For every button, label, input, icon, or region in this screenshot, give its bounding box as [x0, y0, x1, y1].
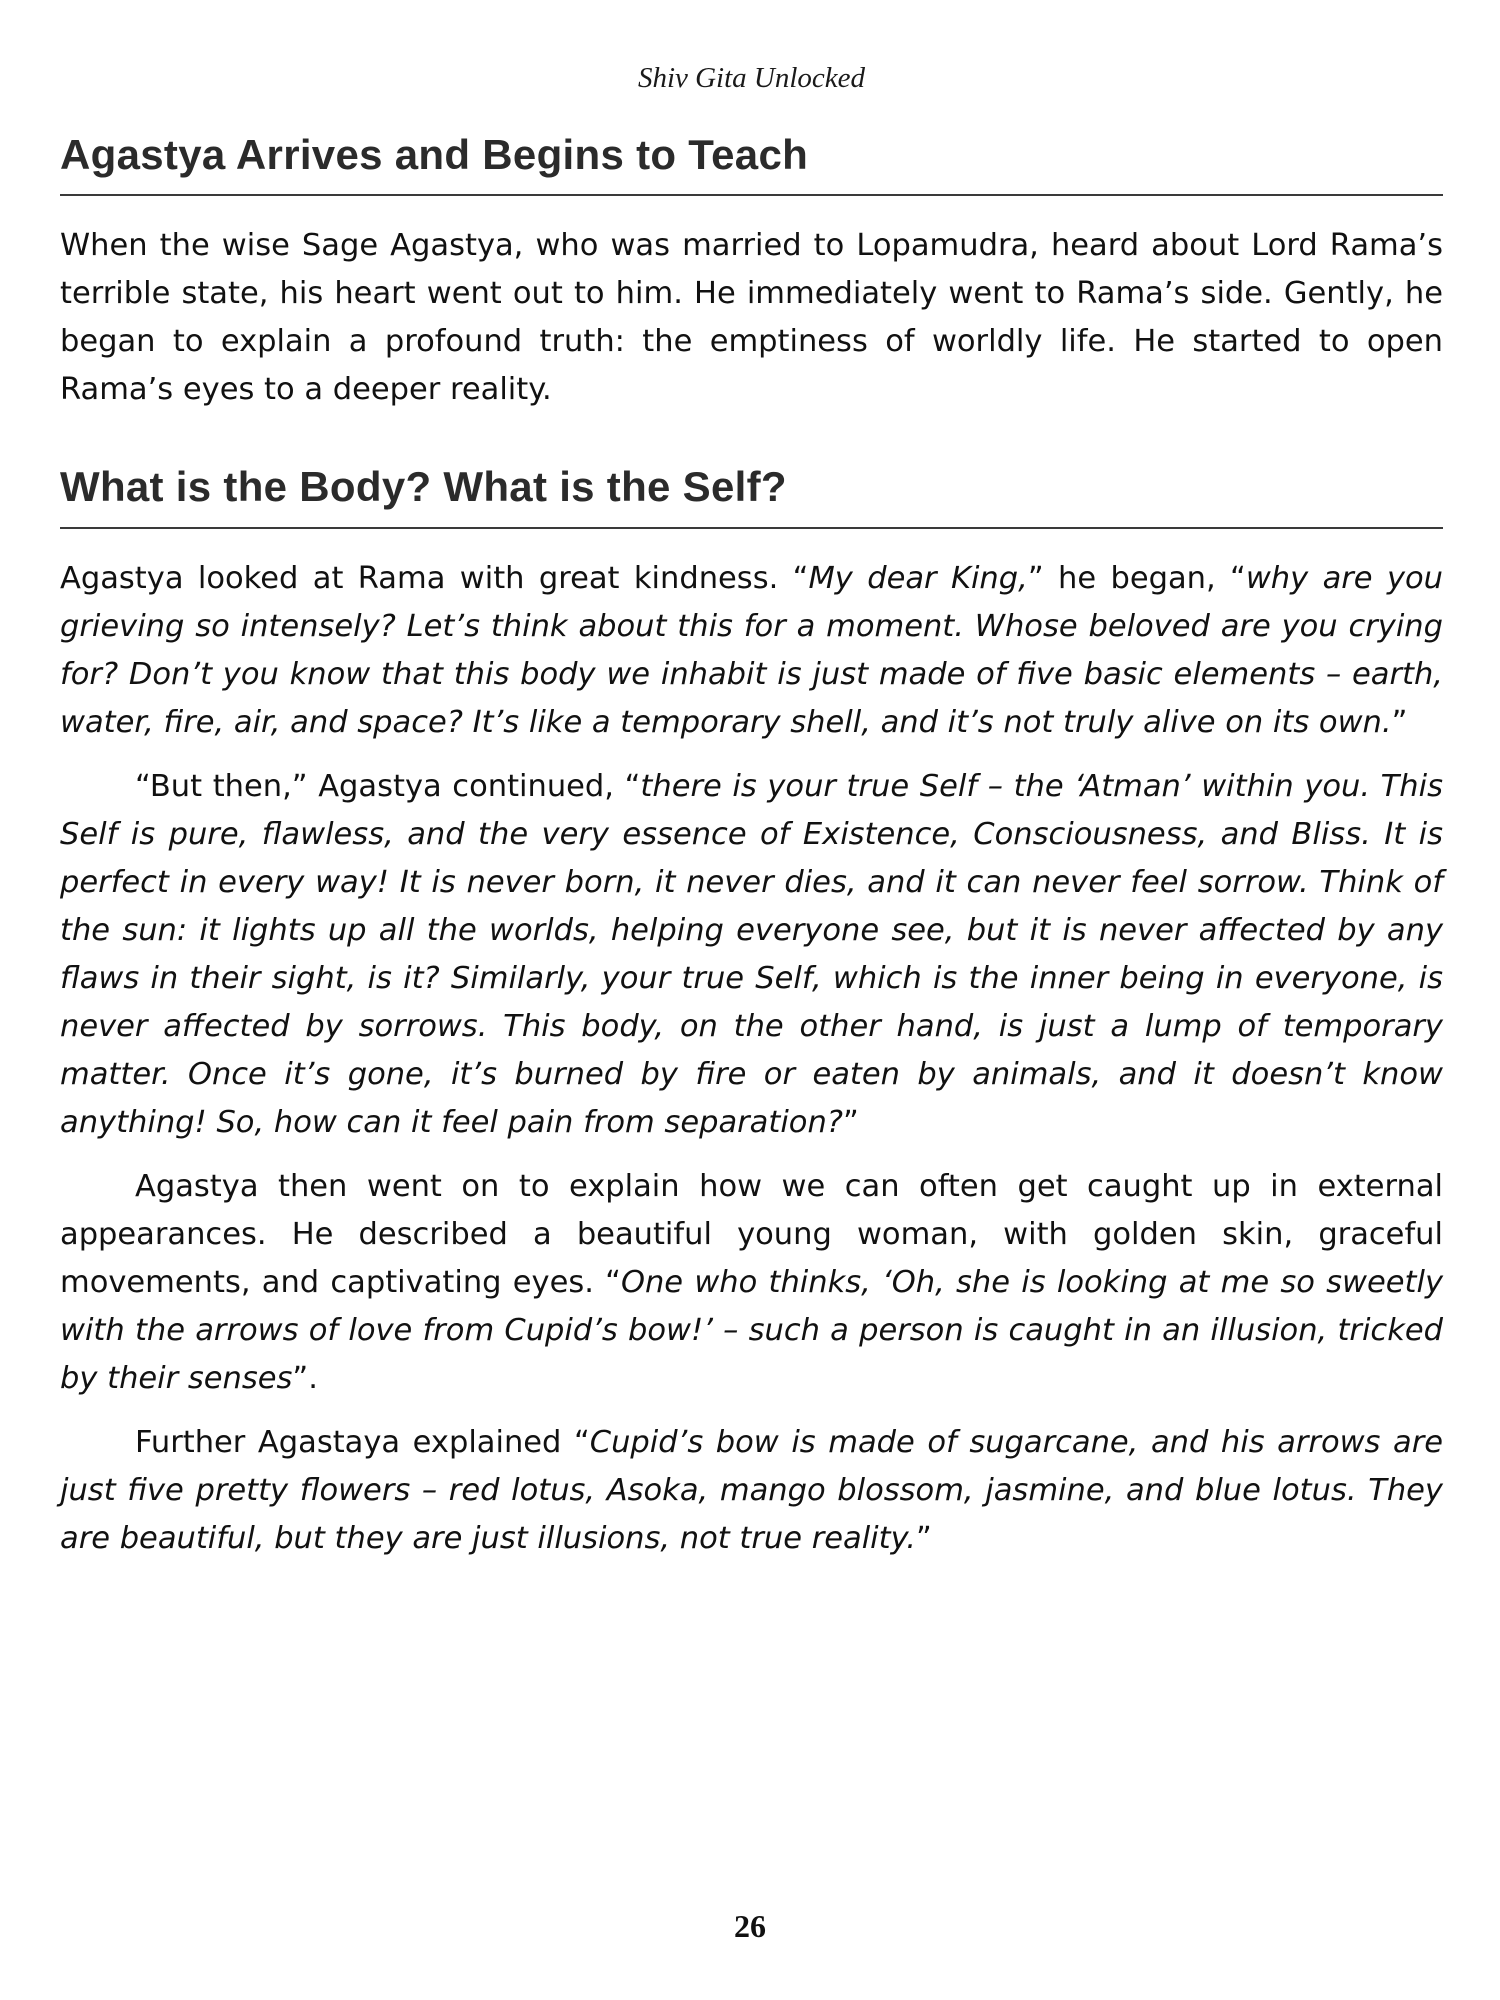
section-heading-agastya-arrives: Agastya Arrives and Begins to Teach — [60, 130, 1443, 196]
paragraph-agastya-arrives — [60, 222, 1443, 414]
running-head: Shiv Gita Unlocked — [637, 62, 866, 94]
paragraph-text: When the wise Sage Agastya, who was married to Lopamudra, heard about Lord Rama’s terrible state, his heart went out to him. He immediately went to Rama’s side. Gently, he began to explain a profound truth: the emptiness of worldly life. He started to open Rama’s eyes to a deeper reality. — [60, 228, 1443, 408]
section-heading-body-and-self: What is the Body? What is the Self? — [60, 462, 1443, 528]
paragraph-lead: “But then,” Agastya continued, “ — [135, 768, 641, 804]
paragraph-quote: there is your true Self – the ‘Atman’ within you. This Self is pure, flawless, and the very essence of Existence, Consciousness, and Bliss. It is perfect in every way! It is never born, it never dies, and it can never feel sorrow. Think of the sun: it lights up all the worlds, helping everyone see, but it is never affected by any flaws in their sight, is it? Similarly, your true Self, which is the inner being in everyone, is never affected by sorrows. This body, on the other hand, is just a lump of temporary matter. Once it’s gone, it’s burned by fire or eaten by animals, and it doesn’t know anything! So, how can it feel pain from separation? — [60, 768, 1444, 1140]
paragraph-quote: One who thinks, ‘Oh, she is looking at me so sweetly with the arrows of love from Cupid’s bow!’ – such a person is caught in an illusion, tricked by their senses — [60, 1264, 1443, 1396]
paragraph-lead: Agastya looked at Rama with great kindness. “ — [60, 560, 809, 596]
paragraph-tail: ”. — [292, 1360, 318, 1396]
paragraph-quote: Cupid’s bow is made of sugarcane, and his arrows are just five pretty flowers – red lotus, Asoka, mango blossom, jasmine, and blue lotus. They are beautiful, but they are just illusions, not true reality. — [60, 1424, 1444, 1556]
paragraph-quote: My dear King, — [808, 560, 1028, 596]
paragraph-external-appearances — [60, 1163, 1443, 1403]
paragraph-tail: ” — [842, 1104, 859, 1140]
page-number: 26 — [734, 1908, 766, 1944]
paragraph-tail: ” — [915, 1520, 932, 1556]
paragraph-tail: ” — [1391, 704, 1408, 740]
paragraph-lead: Further Agastaya explained “ — [135, 1424, 590, 1460]
paragraph-cupids-bow — [60, 1419, 1443, 1563]
paragraph-but-then — [60, 763, 1443, 1147]
paragraph-quote-continued: why are you grieving so intensely? Let’s think about this for a moment. Whose beloved are you crying for? Don’t you know that this body we inhabit is just made of five basic elements – earth, water, fire, air, and space? It’s like a temporary shell, and it’s not truly alive on its own. — [60, 560, 1443, 740]
paragraph-lead: Agastya then went on to explain how we can often get caught up in external appearances. He described a beautiful young woman, with golden skin, graceful movements, and captivating eyes. “ — [60, 1168, 1443, 1300]
paragraph-agastya-looked — [60, 555, 1443, 747]
paragraph-mid: ” he began, “ — [1027, 560, 1246, 596]
